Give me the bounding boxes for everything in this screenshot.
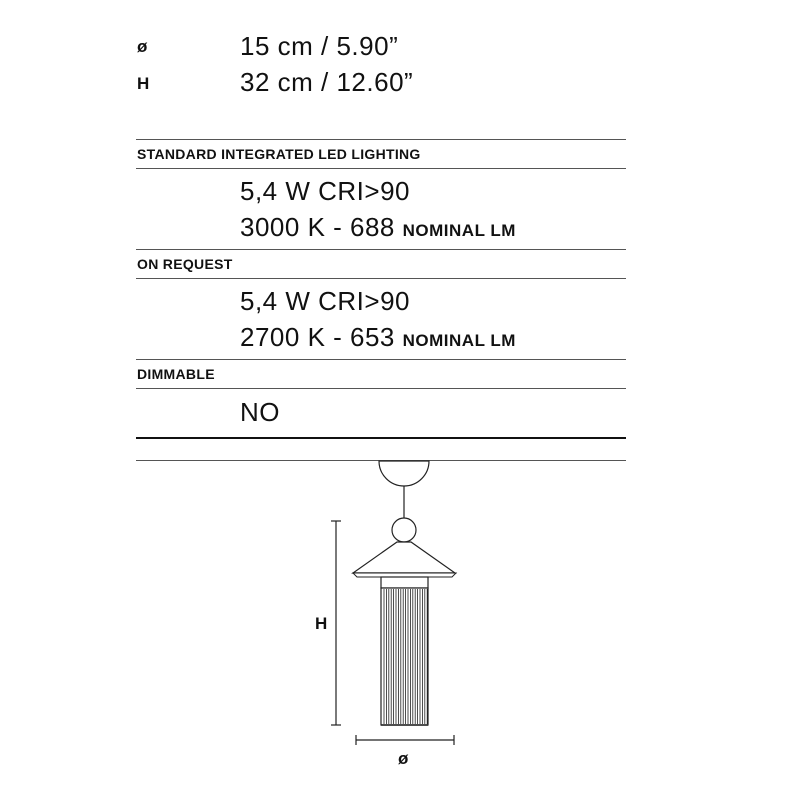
on-request-temperature-main: 2700 K - 653 [240, 322, 395, 352]
dimmable-heading: DIMMABLE [137, 366, 215, 382]
standard-lumen-unit: NOMINAL LM [402, 221, 516, 240]
diameter-symbol: ø [137, 37, 148, 56]
ceiling-canopy [379, 461, 429, 486]
top-sphere [392, 518, 416, 542]
standard-heading: STANDARD INTEGRATED LED LIGHTING [137, 146, 421, 162]
standard-power: 5,4 W CRI>90 [240, 176, 411, 206]
diameter-label: ø [398, 749, 409, 768]
on-request-power: 5,4 W CRI>90 [240, 286, 411, 316]
dimmable-value: NO [240, 397, 280, 427]
fringe-body [381, 588, 428, 725]
height-symbol: H [137, 74, 150, 93]
diameter-value: 15 cm / 5.90” [240, 31, 399, 61]
shade-ring [381, 577, 428, 588]
lamp-shade [353, 542, 455, 573]
standard-temperature-main: 3000 K - 688 [240, 212, 395, 242]
height-value: 32 cm / 12.60” [240, 67, 414, 97]
on-request-heading: ON REQUEST [137, 256, 233, 272]
on-request-lumen-unit: NOMINAL LM [402, 331, 516, 350]
height-label: H [315, 614, 328, 633]
